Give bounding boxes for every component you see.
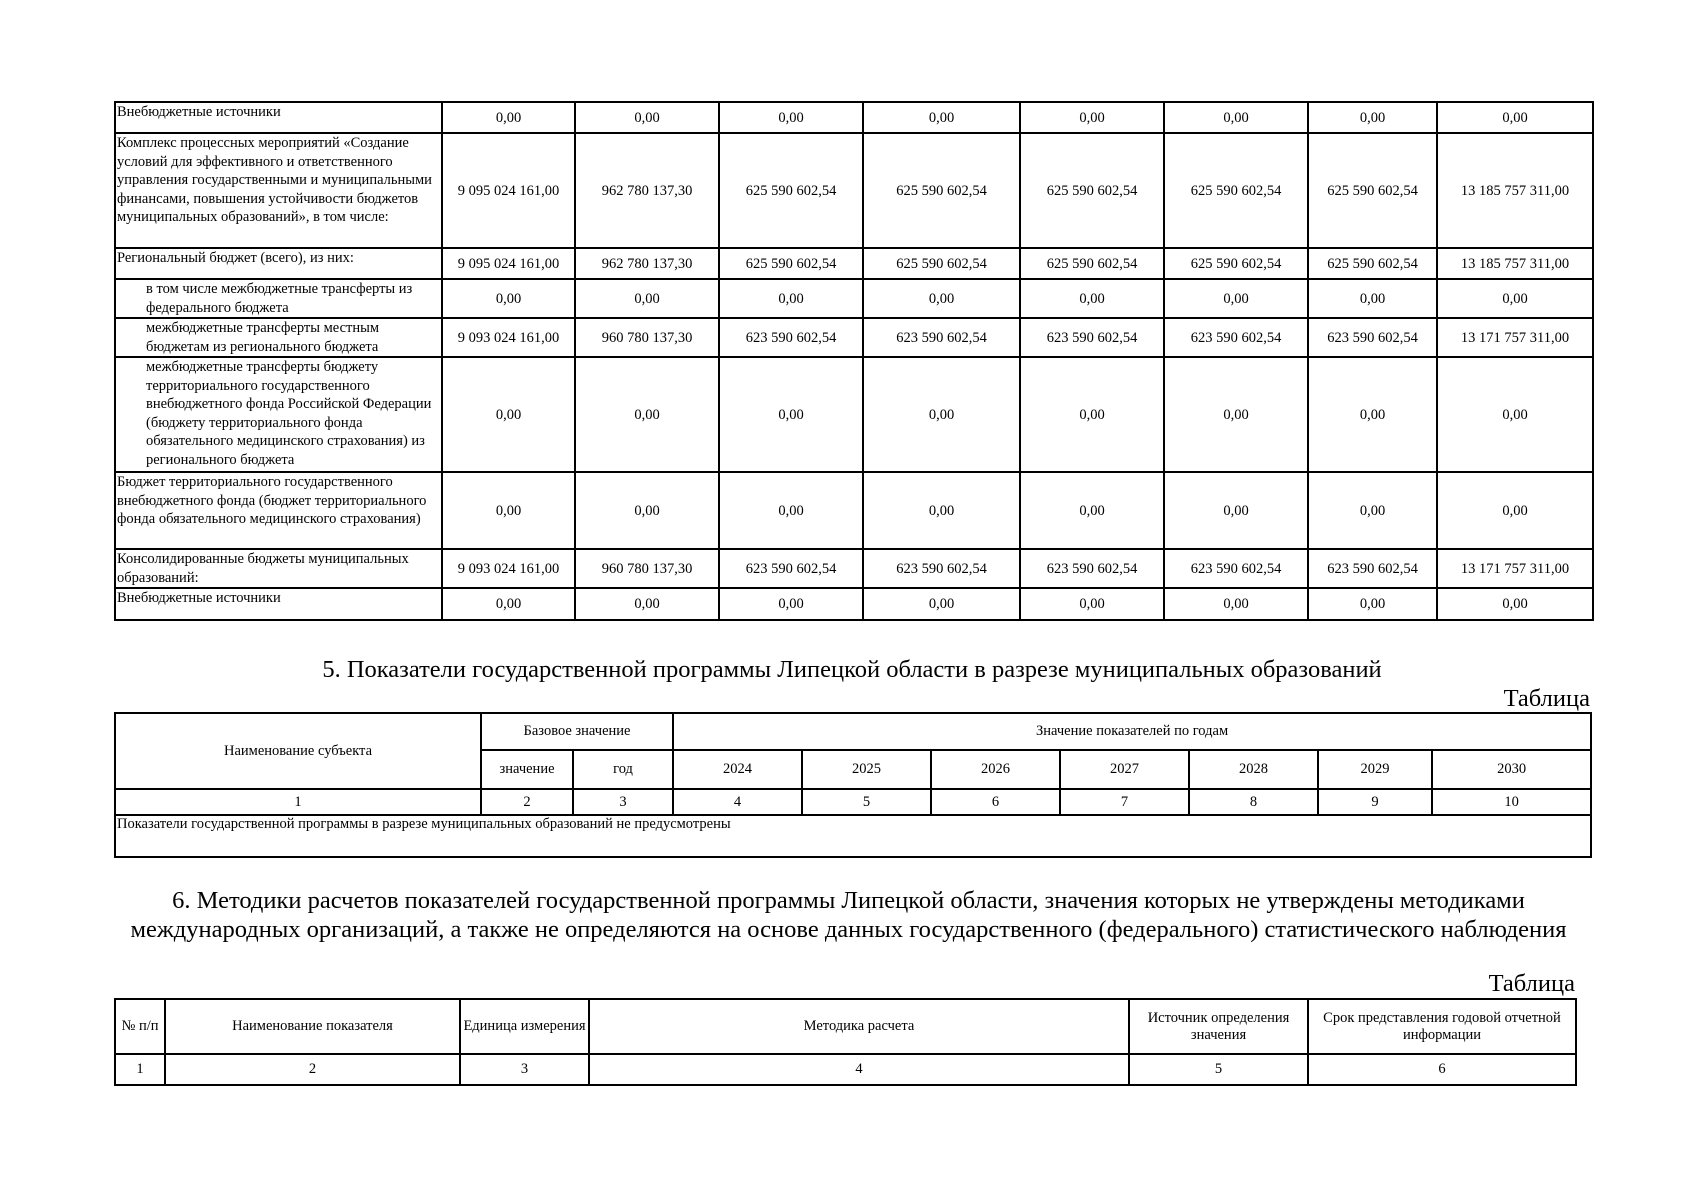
amount-cell: 0,00 (442, 279, 575, 318)
column-number: 5 (1129, 1054, 1308, 1085)
budget-row (115, 357, 1593, 472)
column-number: 8 (1189, 789, 1318, 815)
column-number: 4 (589, 1054, 1129, 1085)
row-label: Консолидированные бюджеты муниципальных образований: (115, 549, 442, 588)
amount-cell: 962 780 137,30 (575, 248, 719, 279)
amount-cell: 0,00 (575, 357, 719, 472)
header-year-2029: 2029 (1318, 750, 1432, 789)
column-numbers-row (115, 1054, 1576, 1085)
amount-cell: 625 590 602,54 (1164, 133, 1308, 248)
amount-cell: 0,00 (1164, 279, 1308, 318)
amount-cell: 0,00 (575, 102, 719, 133)
column-numbers-row (115, 789, 1591, 815)
section5-table-label: Таблица (1503, 685, 1590, 712)
amount-cell: 0,00 (442, 472, 575, 549)
amount-cell: 0,00 (1437, 588, 1593, 620)
amount-cell: 962 780 137,30 (575, 133, 719, 248)
header-year-2026: 2026 (931, 750, 1060, 789)
amount-cell: 960 780 137,30 (575, 549, 719, 588)
amount-cell: 623 590 602,54 (1164, 549, 1308, 588)
amount-cell: 0,00 (1437, 357, 1593, 472)
amount-cell: 625 590 602,54 (1020, 248, 1164, 279)
section6-heading-line1: 6. Методики расчетов показателей государственной программы Липецкой области, значения которых не утверждены методиками (172, 887, 1525, 914)
amount-cell: 0,00 (719, 279, 863, 318)
row-label: межбюджетные трансферты местным бюджетам из регионального бюджета (115, 318, 442, 357)
amount-cell: 0,00 (863, 472, 1020, 549)
column-number: 1 (115, 789, 481, 815)
amount-cell: 625 590 602,54 (863, 133, 1020, 248)
amount-cell: 0,00 (1164, 588, 1308, 620)
header-unit: Единица измерения (460, 999, 589, 1054)
section5-heading: 5. Показатели государственной программы Липецкой области в разрезе муниципальных образований (322, 656, 1382, 683)
amount-cell: 0,00 (442, 102, 575, 133)
amount-cell: 0,00 (1308, 588, 1437, 620)
amount-cell: 0,00 (863, 357, 1020, 472)
column-number: 7 (1060, 789, 1189, 815)
header-by-years: Значение показателей по годам (673, 713, 1591, 750)
amount-cell: 0,00 (442, 588, 575, 620)
column-number: 9 (1318, 789, 1432, 815)
amount-cell: 13 171 757 311,00 (1437, 549, 1593, 588)
header-year-2025: 2025 (802, 750, 931, 789)
amount-cell: 9 093 024 161,00 (442, 549, 575, 588)
amount-cell: 9 095 024 161,00 (442, 133, 575, 248)
amount-cell: 0,00 (1020, 472, 1164, 549)
amount-cell: 623 590 602,54 (719, 549, 863, 588)
amount-cell: 623 590 602,54 (1308, 549, 1437, 588)
amount-cell: 0,00 (719, 588, 863, 620)
column-number: 1 (115, 1054, 165, 1085)
section6-table-label: Таблица (1488, 970, 1575, 997)
amount-cell: 623 590 602,54 (863, 549, 1020, 588)
header-year-2030: 2030 (1432, 750, 1591, 789)
column-number: 2 (481, 789, 573, 815)
amount-cell: 0,00 (1437, 102, 1593, 133)
amount-cell: 13 171 757 311,00 (1437, 318, 1593, 357)
amount-cell: 0,00 (575, 472, 719, 549)
amount-cell: 623 590 602,54 (1308, 318, 1437, 357)
amount-cell: 0,00 (1437, 279, 1593, 318)
amount-cell: 13 185 757 311,00 (1437, 133, 1593, 248)
column-number: 2 (165, 1054, 460, 1085)
amount-cell: 0,00 (1020, 102, 1164, 133)
section6-heading (40, 886, 1657, 944)
column-number: 6 (931, 789, 1060, 815)
amount-cell: 623 590 602,54 (863, 318, 1020, 357)
indicators-table (114, 712, 1592, 858)
amount-cell: 13 185 757 311,00 (1437, 248, 1593, 279)
amount-cell: 9 095 024 161,00 (442, 248, 575, 279)
section6-heading-line2: международных организаций, а также не определяются на основе данных государственного (федерального) статистического наблюдения (130, 916, 1567, 943)
header-source: Источник определения значения (1129, 999, 1308, 1054)
column-number: 3 (460, 1054, 589, 1085)
amount-cell: 623 590 602,54 (1020, 318, 1164, 357)
amount-cell: 0,00 (1164, 472, 1308, 549)
amount-cell: 0,00 (1308, 357, 1437, 472)
amount-cell: 0,00 (719, 357, 863, 472)
row-label: межбюджетные трансферты бюджету территориального государственного внебюджетного фонда Российской Федерации (бюджету территориального фонда обязательного медицинского страхования) из регионального бюджета (115, 357, 442, 472)
budget-row (115, 318, 1593, 357)
amount-cell: 0,00 (719, 472, 863, 549)
row-label: в том числе межбюджетные трансферты из федерального бюджета (115, 279, 442, 318)
row-label: Бюджет территориального государственного внебюджетного фонда (бюджет территориального фонда обязательного медицинского страхования) (115, 472, 442, 549)
budget-row (115, 133, 1593, 248)
row-label: Внебюджетные источники (115, 588, 442, 620)
amount-cell: 0,00 (1020, 588, 1164, 620)
budget-row (115, 549, 1593, 588)
row-label: Региональный бюджет (всего), из них: (115, 248, 442, 279)
amount-cell: 625 590 602,54 (719, 248, 863, 279)
budget-row (115, 472, 1593, 549)
header-year-2024: 2024 (673, 750, 802, 789)
column-number: 5 (802, 789, 931, 815)
amount-cell: 625 590 602,54 (863, 248, 1020, 279)
header-year-2028: 2028 (1189, 750, 1318, 789)
amount-cell: 0,00 (863, 588, 1020, 620)
amount-cell: 0,00 (442, 357, 575, 472)
amount-cell: 625 590 602,54 (1164, 248, 1308, 279)
amount-cell: 960 780 137,30 (575, 318, 719, 357)
budget-row (115, 102, 1593, 133)
header-method: Методика расчета (589, 999, 1129, 1054)
header-year: год (573, 750, 673, 789)
row-label: Внебюджетные источники (115, 102, 442, 133)
amount-cell: 0,00 (1164, 357, 1308, 472)
amount-cell: 625 590 602,54 (719, 133, 863, 248)
column-number: 4 (673, 789, 802, 815)
amount-cell: 0,00 (863, 279, 1020, 318)
amount-cell: 625 590 602,54 (1308, 133, 1437, 248)
header-year-2027: 2027 (1060, 750, 1189, 789)
amount-cell: 0,00 (1164, 102, 1308, 133)
amount-cell: 0,00 (719, 102, 863, 133)
amount-cell: 623 590 602,54 (719, 318, 863, 357)
amount-cell: 0,00 (1308, 279, 1437, 318)
amount-cell: 623 590 602,54 (1164, 318, 1308, 357)
amount-cell: 0,00 (1437, 472, 1593, 549)
amount-cell: 9 093 024 161,00 (442, 318, 575, 357)
amount-cell: 0,00 (575, 279, 719, 318)
amount-cell: 0,00 (1308, 472, 1437, 549)
indicators-note: Показатели государственной программы в разрезе муниципальных образований не предусмотрены (115, 815, 1591, 857)
amount-cell: 0,00 (575, 588, 719, 620)
methods-table (114, 998, 1577, 1086)
amount-cell: 623 590 602,54 (1020, 549, 1164, 588)
budget-row (115, 588, 1593, 620)
header-deadline: Срок представления годовой отчетной информации (1308, 999, 1576, 1054)
budget-row (115, 279, 1593, 318)
amount-cell: 625 590 602,54 (1308, 248, 1437, 279)
header-base-value: Базовое значение (481, 713, 673, 750)
header-indicator: Наименование показателя (165, 999, 460, 1054)
budget-row (115, 248, 1593, 279)
row-label: Комплекс процессных мероприятий «Создание условий для эффективного и ответственного управления государственными и муниципальными финансами, повышения устойчивости бюджетов муниципальных образований», в том числе: (115, 133, 442, 248)
column-number: 6 (1308, 1054, 1576, 1085)
amount-cell: 625 590 602,54 (1020, 133, 1164, 248)
column-number: 3 (573, 789, 673, 815)
header-subject: Наименование субъекта (115, 713, 481, 789)
amount-cell: 0,00 (1020, 357, 1164, 472)
header-value: значение (481, 750, 573, 789)
amount-cell: 0,00 (1308, 102, 1437, 133)
amount-cell: 0,00 (1020, 279, 1164, 318)
header-num: № п/п (115, 999, 165, 1054)
budget-table (114, 101, 1594, 621)
column-number: 10 (1432, 789, 1591, 815)
amount-cell: 0,00 (863, 102, 1020, 133)
